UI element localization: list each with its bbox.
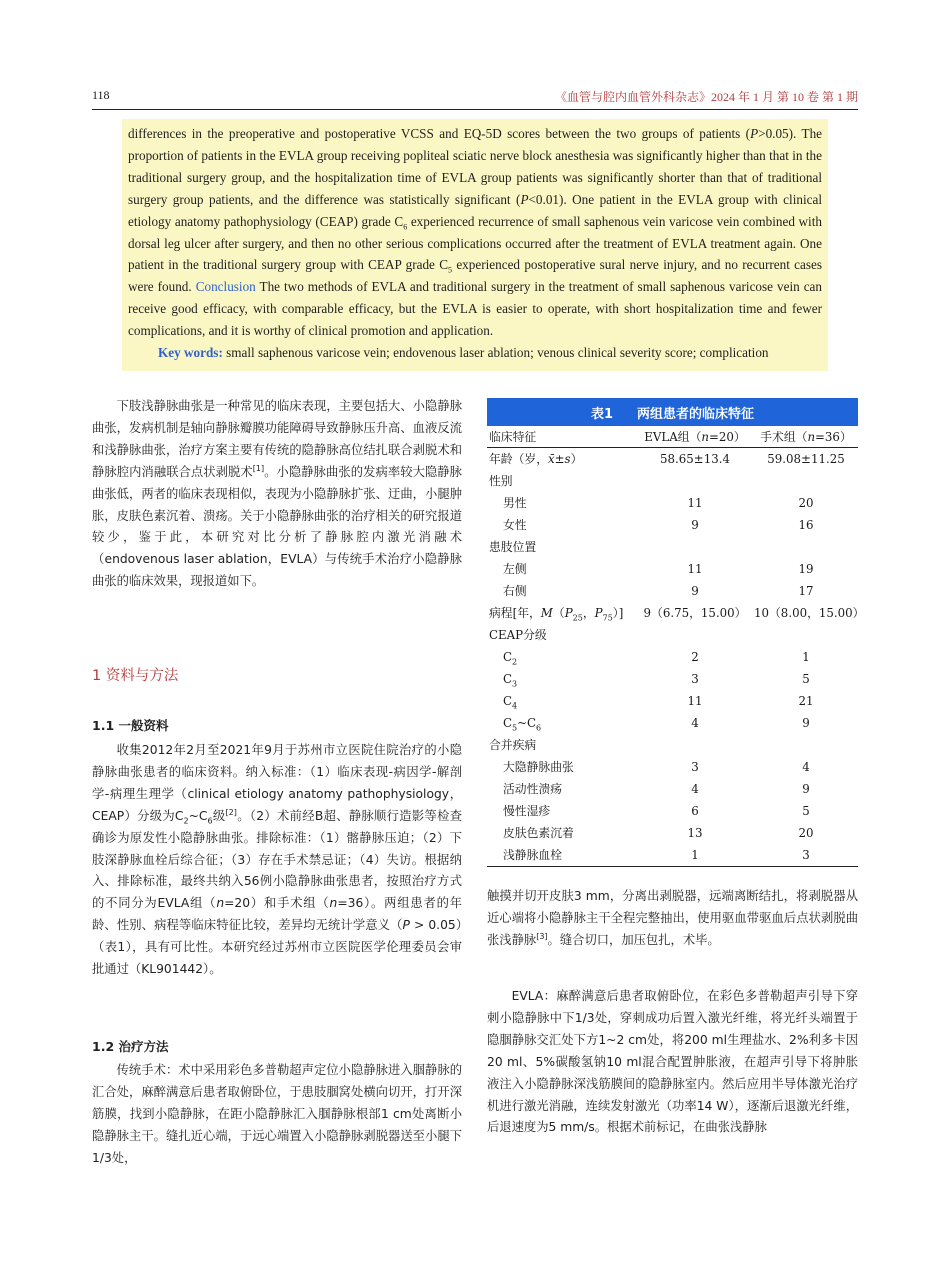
header-evla: EVLA组（n=20） [644,430,746,444]
table-row: 右侧 9 17 [503,584,814,598]
table-row: 男性 11 20 [503,496,814,510]
abstract-text: differences in the preoperative and postoperative VCSS and EQ-5D scores between the two groups of patients (P>0.05). The proportion of patients in the EVLA group receiving popliteal sciatic nerve block anesthesia was significantly higher than that in the traditional surgery group, and the hospitalization time of EVLA group patients was significantly shorter than that of traditional surgery group patients, and the difference was statistically significant (P<0.01). One patient in the EVLA group with clinical etiology anatomy pathophysiology (CEAP) grade $C_6$ experienced recurrence of small saphenous vein varicose vein combined with dorsal leg ulcer after surgery, and then no other serious complications occurred after the treatment of EVLA treatment again. One patient in the traditional surgery group with CEAP grade $C_5$ experienced postoperative sural nerve injury, and no recurrent cases were found. Conclusion The two methods of EVLA and traditional surgery in the treatment of small saphenous varicose vein can receive good efficacy, with comparable efficacy, but the EVLA is easier to operate, with short hospitalization time and fewer complications, and it is worthy of clinical promotion and application. [128,126,823,339]
journal-citation: 《血管与腔内血管外科杂志》2024 年 1 月 第 10 卷 第 1 期 [554,90,858,104]
header-surgery: 手术组（n=36） [760,430,852,444]
table-row: 皮肤色素沉着 13 20 [503,826,814,840]
table-row: 左侧 11 19 [503,562,814,576]
section-1-2-heading: 1.2 治疗方法 [92,1039,169,1054]
table-row: 慢性湿疹 6 5 [503,804,810,818]
page-number: 118 [92,88,110,102]
keywords-label: Key words: [158,345,223,360]
table-row: $C_4$ 11 21 [503,694,814,711]
table-row: 性别 [489,474,513,488]
table-row: 年龄（岁，x̄±s） 58.65±13.4 59.08±11.25 [489,452,845,466]
table-row: 病程[年，$M(P_{25}$，$P_{75}$）] 9（6.75，15.00） 10（8.00，15.00） [489,606,865,623]
header-characteristic: 临床特征 [489,430,537,444]
conclusion-label: Conclusion [195,279,256,295]
running-header [92,86,858,110]
table-caption [487,398,858,426]
table-title: 两组患者的临床特征 [637,406,755,422]
table-row: 活动性溃疡 4 9 [503,782,810,796]
general-data-paragraph: 收集2012年2月至2021年9月于苏州市立医院住院治疗的小隐静脉曲张患者的临床资料。纳入标准：（1）临床表现-病因学-解剖学-病理生理学（clinical etiology anatomy pathophysiology，CEAP）分级为$C_2\sim C_6$级[2]。（2）术前经B超、静脉顺行造影等检查确诊为原发性小隐静脉曲张。排除标准：（1）髂静脉压迫；（2）下肢深静脉血栓后综合征；（3）存在手术禁忌证；（4）失访。根据纳入、排除标准，最终共纳入56例小隐静脉曲张患者，按照治疗方式的不同分为EVLA组（n=20）和手术组（n=36）。两组患者的年龄、性别、病程等临床特征比较，差异均无统计学意义（P > 0.05）（表1），具有可比性。本研究经过苏州市立医院医学伦理委员会审批通过（KL901442）。 [92,743,462,977]
surgery-continued-paragraph: 触摸并切开皮肤3 mm，分离出剥脱器，远端离断结扎，将剥脱器从近心端将小隐静脉主干全程完整抽出，使用驱血带驱血后点状剥脱曲张浅静脉[3]。缝合切口，加压包扎，术毕。 [487,889,858,947]
table-row: $C_5\sim C_6$ 4 9 [503,716,810,733]
table-row: CEAP分级 [489,628,547,642]
intro-paragraph: 下肢浅静脉曲张是一种常见的临床表现，主要包括大、小隐静脉曲张，发病机制是轴向静脉瓣膜功能障碍导致静脉压升高、血液反流和浅静脉曲张，治疗方案主要有传统的隐静脉高位结扎联合剥脱术和静脉腔内消融联合点状剥脱术[1]。小隐静脉曲张的发病率较大隐静脉曲张低，两者的临床表现相似，表现为小隐静脉扩张、迂曲，小腿肿胀，皮肤色素沉着、溃疡。关于小隐静脉曲张的治疗相关的研究报道较少，鉴于此，本研究对比分析了静脉腔内激光消融术（endovenous laser ablation，EVLA）与传统手术治疗小隐静脉曲张的临床效果，现报道如下。 [92,399,462,589]
table-1 [487,398,865,867]
surgery-paragraph: 传统手术：术中采用彩色多普勒超声定位小隐静脉进入腘静脉的汇合处，麻醉满意后患者取俯卧位，于患肢腘窝处横向切开，打开深筋膜，找到小隐静脉，在距小隐静脉汇入腘静脉根部1 cm处离断小隐静脉主干。缝扎近心端，于远心端置入小隐静脉剥脱器送至小腿下1/3处， [92,1063,462,1165]
table-row: 合并疾病 [489,738,537,752]
table-row: $C_3$ 3 5 [503,672,810,689]
keywords: Key words: small saphenous varicose vein; endovenous laser ablation; venous clinical severity score; complication [158,345,769,360]
table-header-row [487,426,858,448]
table-row: $C_2$ 2 1 [503,650,810,667]
evla-paragraph: EVLA：麻醉满意后患者取俯卧位，在彩色多普勒超声引导下穿刺小隐静脉中下1/3处，穿刺成功后置入激光纤维，将光纤头端置于隐腘静脉交汇处下方1~2 cm处，将200 ml生理盐水、2%利多卡因20 ml、5%碳酸氢钠10 ml混合配置肿胀液，在超声引导下将肿胀液注入小隐静脉深浅筋膜间的隐静脉室内。然后应用半导体激光治疗机进行激光消融，连续发射激光（功率14 W），逐渐后退激光纤维，后退速度为5 mm/s。根据术前标记，在曲张浅静脉 [487,989,858,1135]
table-row: 大隐静脉曲张 3 4 [503,760,810,774]
table-number: 表1 [590,406,614,422]
table-row: 女性 9 16 [503,518,814,532]
table-row: 浅静脉血栓 1 3 [503,848,810,862]
table-row: 患肢位置 [489,540,537,554]
section-1-1-heading: 1.1 一般资料 [92,718,169,733]
table-body [487,448,865,867]
english-abstract [122,119,828,371]
section-1-heading: 1 资料与方法 [92,668,179,684]
